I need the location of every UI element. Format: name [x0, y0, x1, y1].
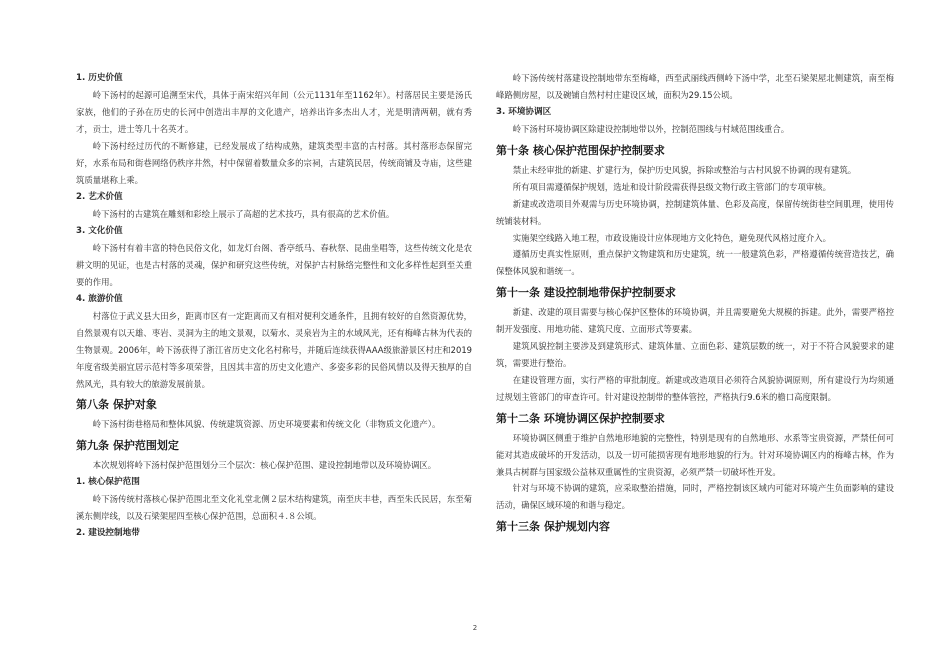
- section-heading-control-zone: 2. 建设控制地带: [76, 528, 140, 539]
- paragraph: 环境协调区侧重于维护自然地形地貌的完整性，特别是现有的自然地形、水系等宝贵资源，严禁任何可能对其造成破坏的开发活动，以及一切可能损害现有地形地貌的行为。针对环境协调区内的梅峰古林，作为兼具古树群与国家级公益林双重属性的宝贵资源，必须严禁一切破坏性开发。: [496, 432, 894, 477]
- article-heading-8: 第八条 保护对象: [76, 398, 157, 412]
- section-heading-culture: 3. 文化价值: [76, 225, 123, 236]
- section-heading-core-area: 1. 核心保护范围: [76, 477, 140, 488]
- paragraph: 村落位于武义县大田乡，距离市区有一定距离而又有相对便利交通条件，且拥有较好的自然资源优势，自然景观有以天雄、枣岩、灵洞为主的地文景观，以菊水、灵泉岩为主的水域风光，还有梅峰古林为代表的生物景观。2006年，岭下汤获得了浙江省历史文化名村称号，并随后连续获得AAA级旅游景区村庄和2019年度省级美丽宜居示范村等多项荣誉，且因其丰富的历史文化遗产、多姿多彩的民俗风情以及得天独厚的自然风光，具有较大的旅游发展前景。: [76, 310, 472, 389]
- page-number: 2: [472, 624, 478, 632]
- paragraph: 岭下汤村有着丰富的特色民俗文化，如龙灯台阁、香亭纸马、春秋祭、昆曲坐唱等，这些传统文化是农耕文明的见证，也是古村落的灵魂，保护和研究这些传统，对保护古村脉络完整性和文化多样性起到至关重要的作用。: [76, 242, 472, 287]
- article-heading-9: 第九条 保护范围划定: [76, 439, 179, 453]
- paragraph: 禁止未经审批的新建、扩建行为，保护历史风貌，拆除或整治与古村风貌不协调的现有建筑。: [512, 164, 857, 175]
- article-heading-13: 第十三条 保护规划内容: [496, 520, 610, 534]
- paragraph: 所有项目需遵循保护规划，选址和设计阶段需获得县级文物行政主管部门的专项审核。: [512, 181, 832, 192]
- paragraph: 岭下汤传统村落建设控制地带东至梅峰，西至武丽线西侧岭下汤中学，北至石梁架屋北侧建筑，南至梅峰路侧房屋，以及碗铺自然村村庄建设区域，面积为29.15公顷。: [496, 73, 894, 100]
- paragraph: 新建或改造项目外观需与历史环境协调，控制建筑体量、色彩及高度，保留传统街巷空间肌理，使用传统铺装材料。: [496, 198, 894, 226]
- right-column: [496, 70, 894, 538]
- section-heading-tourism: 4. 旅游价值: [76, 293, 123, 304]
- section-heading-environment-zone: 3. 环境协调区: [496, 106, 552, 117]
- paragraph: 本次规划将岭下汤村保护范围划分三个层次：核心保护范围、建设控制地带以及环境协调区。: [92, 460, 437, 471]
- left-column: [76, 70, 472, 542]
- paragraph: 岭下汤村街巷格局和整体风貌、传统建筑资源、历史环境要素和传统文化（非物质文化遗产）。: [92, 419, 441, 430]
- paragraph: 在建设管理方面，实行严格的审批制度。新建或改造项目必须符合风貌协调原则，所有建设行为均须通过规划主管部门的审查许可。针对建设控制带的整体管控，严格执行9.6米的檐口高度限制。: [496, 374, 894, 402]
- article-heading-12: 第十二条 环境协调区保护控制要求: [496, 411, 665, 425]
- article-heading-10: 第十条 核心保护范围保护控制要求: [496, 143, 665, 157]
- paragraph: 建筑风貌控制主要涉及到建筑形式、建筑体量、立面色彩、建筑层数的统一，对于不符合风貌要求的建筑，需要进行整治。: [496, 341, 894, 368]
- paragraph: 实施架空线路入地工程，市政设施设计应体现地方文化特色，避免现代风格过度介入。: [512, 232, 832, 243]
- article-heading-11: 第十一条 建设控制地带保护控制要求: [496, 286, 676, 300]
- paragraph: 岭下汤村经过历代的不断修建，已经发展成了结构成熟，建筑类型丰富的古村落。其村落形态保留完好，水系布局和街巷网络仍秩序井然，村中保留着数量众多的宗祠，古建筑民居，传统商铺及寺庙，这些建筑质量堪称上乘。: [76, 140, 472, 185]
- paragraph: 岭下汤村环境协调区除建设控制地带以外，控制范围线与村域范围线重合。: [512, 124, 790, 135]
- paragraph: 新建、改建的项目需要与核心保护区整体的环境协调，并且需要避免大规模的拆建。此外，需要严格控制开发强度、用地功能、建筑尺度、立面形式等要素。: [496, 307, 894, 335]
- paragraph: 岭下汤传统村落核心保护范围北至文化礼堂北侧２层木结构建筑，南至庆丰巷，西至朱氏民居，东至菊溪东侧岸线，以及石梁架屋四至核心保护范围，总面积４.８公顷。: [76, 494, 472, 522]
- paragraph: 遵循历史真实性原则，重点保护文物建筑和历史建筑，统一一般建筑色彩，严格遵循传统营造技艺，确保整体风貌和谐统一。: [496, 249, 894, 277]
- paragraph: 岭下汤村的古建筑在雕刻和彩绘上展示了高超的艺术技巧，具有很高的艺术价值。: [92, 208, 395, 219]
- paragraph: 针对与环境不协调的建筑，应采取整治措施，同时，严格控制该区域内可能对环境产生负面影响的建设活动，确保区域环境的和谐与稳定。: [496, 483, 894, 511]
- paragraph: 岭下汤村的起源可追溯至宋代，具体于南宋绍兴年间（公元1131年至1162年）。村落居民主要是汤氏家族，他们的子孙在历史的长河中创造出丰厚的文化遗产，培养出许多杰出人才，光是明清两朝，就有秀才，贡士，进士等几十名英才。: [76, 90, 472, 135]
- section-heading-history: 1. 历史价值: [76, 73, 123, 83]
- section-heading-art: 2. 艺术价值: [76, 191, 123, 202]
